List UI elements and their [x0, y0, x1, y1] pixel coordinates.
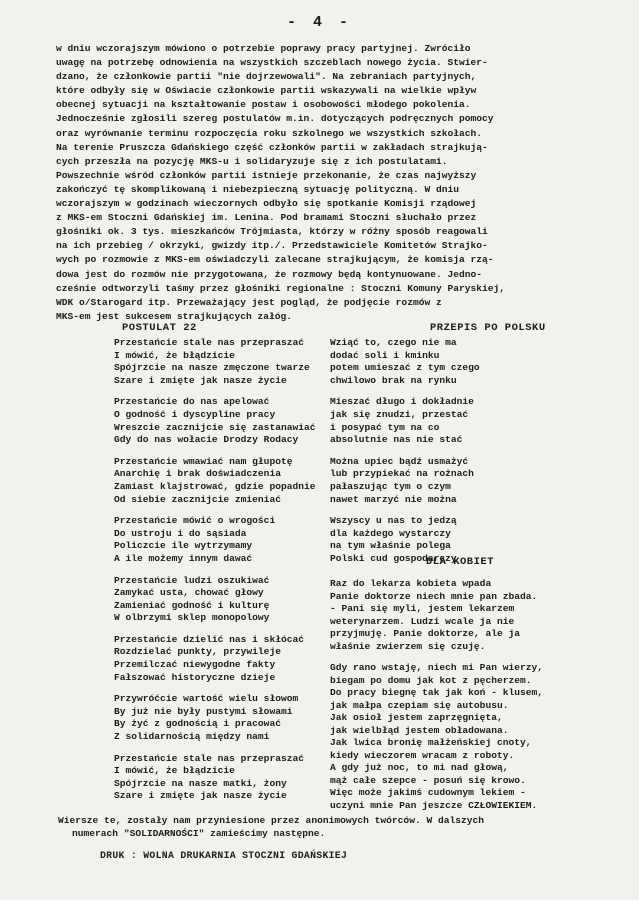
stanza: [330, 456, 630, 506]
verse-line: Panie doktorze niech mnie pan zbada.: [330, 590, 538, 602]
intro-line: w dniu wczorajszym mówiono o potrzebie poprawy pracy partyjnej. Zwróciło: [56, 43, 471, 54]
poem-przepis-po-polsku: [330, 322, 630, 575]
stanza: [330, 662, 630, 812]
verse-line: jak małpa czepiam się autobusu.: [330, 699, 509, 711]
verse-line: potem umieszać z tym czego: [330, 362, 480, 374]
verse-line: Szare i zmięte jak nasze życie: [114, 790, 287, 802]
verse-line: Spójrzcie na nasze zmęczone twarze: [114, 362, 310, 374]
intro-line: WDK o/Starogard itp. Przeważający jest pogląd, że podjęcie rozmów z: [56, 296, 442, 308]
stanza: [114, 456, 356, 506]
verse-line: chwilowo brak na rynku: [330, 374, 457, 386]
verse-line: I mówić, że błądzicie: [114, 765, 235, 777]
intro-line: oraz wyrównanie terminu rozpoczęcia roku szkolnego we wszystkich szkołach.: [56, 127, 483, 139]
verse-line: dodać soli i kminku: [330, 349, 440, 361]
verse-line: Przestańcie mówić o wrogości: [114, 515, 276, 527]
intro-line: MKS-em jest sukcesem strajkujących załóg.: [56, 310, 293, 322]
verse-line: Zamieniać godność i kulturę: [114, 599, 270, 611]
verse-line: Wreszcie zacznijcie się zastanawiać: [114, 421, 316, 433]
stanza: [114, 693, 356, 743]
verse-line: Przestańcie do nas apelować: [114, 396, 270, 408]
intro-line: zakończyć tę skomplikowaną i niebezpieczną sytuację polityczną. W dniu: [56, 183, 460, 195]
verse-line: absolutnie nas nie stać: [330, 434, 463, 446]
verse-line: O godność i dyscypline pracy: [114, 408, 276, 420]
verse-line: mąż całe szepce - posuń się krowo.: [330, 774, 526, 786]
verse-line: i posypać tym na co: [330, 421, 440, 433]
intro-line: cześnie odtworzyli taśmy przez głośniki regionalne : Stoczni Komuny Paryskiej,: [56, 282, 506, 294]
stanza: [330, 337, 630, 387]
verse-line: przyjmuję. Panie doktorze, ale ja: [330, 628, 520, 639]
verse-line: jak wielbłąd jestem obładowana.: [330, 724, 509, 736]
verse-line: kiedy wieczorem wracam z roboty.: [330, 749, 515, 761]
verse-line: Więc może jakimś cudownym lekiem -: [330, 787, 526, 798]
verse-line: A ile możemy innym dawać: [114, 552, 253, 564]
intro-line: wych po rozmowie z MKS-em oświadczyli zalecane strajkującym, że komisja rzą-: [56, 254, 494, 266]
verse-line: weterynarzem. Ludzi wcale ja nie: [330, 615, 515, 627]
verse-line: Przestańcie stale nas przepraszać: [114, 752, 304, 764]
verse-line: I mówić, że błądzicie: [114, 349, 235, 361]
intro-line: Jednocześnie zgłosili szereg postulatów m.in. dotyczących podręcznych pomocy: [56, 113, 494, 125]
verse-line: Przestańcie stale nas przepraszać: [114, 337, 304, 348]
intro-line: głośniki ok. 3 tys. mieszkańców Trójmiasta, którzy w różny sposób reagowali: [56, 226, 488, 238]
verse-line: Jak lwica bronię małżeńskiej cnoty,: [330, 737, 532, 748]
page-number: - 4 -: [286, 14, 352, 31]
verse-line: Jak osioł jestem zaprzęgnięta,: [330, 712, 503, 723]
poem-dla-kobiet: [330, 556, 630, 821]
verse-line: Anarchię i brak doświadczenia: [114, 468, 281, 480]
stanza: [330, 396, 630, 446]
stanza: [114, 753, 356, 803]
intro-line: na ich przebieg / okrzyki, gwizdy itp./. Przedstawiciele Komitetów Strajko-: [56, 240, 488, 252]
stanza: [114, 396, 356, 446]
verse-line: Do ustroju i do sąsiada: [114, 527, 247, 539]
verse-line: Szare i zmięte jak nasze życie: [114, 374, 287, 386]
verse-line: pałaszując tym o czym: [330, 480, 451, 492]
verse-line: dla każdego wystarczy: [330, 527, 451, 539]
verse-line: Wziąć to, czego nie ma: [330, 337, 457, 348]
verse-line: Można upiec bądź usmażyć: [330, 455, 469, 467]
verse-line: Fałszować historyczne dzieje: [114, 671, 276, 683]
verse-line: Przywróćcie wartość wielu słowom: [114, 693, 299, 705]
stanza: [114, 575, 356, 625]
verse-line: A gdy już noc, to mi nad głową,: [330, 762, 509, 773]
verse-line: W olbrzymi sklep monopolowy: [114, 612, 270, 624]
poem-title: POSTULAT 22: [122, 322, 197, 334]
verse-line: Zamykać usta, chować głowy: [114, 587, 264, 599]
footer-line: Wiersze te, zostały nam przyniesione przez anonimowych twórców. W dalszych: [58, 815, 485, 826]
verse-line: Wszyscy u nas to jedzą: [330, 515, 457, 527]
verse-line: Od siebie zacznijcie zmieniać: [114, 493, 281, 505]
verse-line: jak się znudzi, przestać: [330, 408, 469, 420]
stanza: [114, 515, 356, 565]
verse-line: biegam po domu jak kot z pęcherzem.: [330, 674, 532, 686]
stanza: [330, 578, 630, 653]
verse-line: Rozdzielać punkty, przywileje: [114, 646, 281, 658]
footer-line: numerach "SOLIDARNOŚCI" zamieścimy następne.: [72, 827, 326, 839]
verse-line: Do pracy biegnę tak jak koń - klusem,: [330, 687, 544, 698]
verse-line: nawet marzyć nie można: [330, 493, 457, 505]
poem-title: PRZEPIS PO POLSKU: [430, 322, 546, 334]
intro-line: cych przeszła na pozycję MKS-u i solidaryzuje się z ich postulatami.: [56, 155, 448, 167]
verse-line: właśnie zwierzem się czuję.: [330, 640, 486, 652]
poem-title: DLA KOBIET: [426, 556, 495, 568]
intro-line: obecnej sytuacji na kształtowanie postaw i osobowości młodego pokolenia.: [56, 99, 471, 111]
intro-line: Powszechnie wśród członków partii istnieje przekonanie, że czas najwyższy: [56, 169, 477, 181]
verse-line: Gdy do nas wołacie Drodzy Rodacy: [114, 434, 299, 446]
verse-line: na tym właśnie polega: [330, 540, 451, 552]
stanza: [114, 634, 356, 684]
verse-line: lub przypiekać na rożnach: [330, 468, 474, 480]
printer-imprint: DRUK : WOLNA DRUKARNIA STOCZNI GDAŃSKIEJ: [100, 850, 348, 861]
verse-line: By już nie były pustymi słowami: [114, 705, 293, 717]
verse-line: Przestańcie dzielić nas i skłócać: [114, 633, 304, 645]
verse-line: Przestańcie ludzi oszukiwać: [114, 574, 270, 586]
verse-line: Raz do lekarza kobieta wpada: [330, 578, 492, 589]
intro-line: dowa jest do rozmów nie przygotowana, że rozmowy będą kontynuowane. Jedno-: [56, 268, 483, 280]
intro-line: które odbyły się w Oświacie członkowie partii wskazywali na wielkie wpływ: [56, 85, 477, 97]
intro-line: dzano, że członkowie partii "nie dojrzewowali". Na zebraniach partyjnych,: [56, 71, 477, 83]
verse-line: By żyć z godnością i pracować: [114, 718, 281, 730]
verse-line: Przemilczać niewygodne fakty: [114, 659, 276, 671]
intro-line: wczorajszym w godzinach wieczornych odbyło się spotkanie Komisji rządowej: [56, 198, 477, 210]
verse-line: Gdy rano wstaję, niech mi Pan wierzy,: [330, 662, 544, 673]
verse-line: Mieszać długo i dokładnie: [330, 396, 474, 408]
verse-line: Zamiast klajstrować, gdzie popadnie: [114, 480, 316, 492]
verse-line: Z solidarnością między nami: [114, 731, 270, 743]
intro-paragraph: [56, 42, 636, 324]
verse-line: - Pani się myli, jestem lekarzem: [330, 603, 515, 614]
stanza: [114, 337, 356, 387]
intro-line: uwagę na potrzebę odnowienia na wszystkich szczeblach nowego życia. Stwier-: [56, 57, 488, 69]
verse-line: Policzcie ile wytrzymamy: [114, 540, 253, 552]
intro-line: z MKS-em Stoczni Gdańskiej im. Lenina. Pod bramami Stoczni słuchało przez: [56, 212, 477, 224]
verse-line: Polski cud gospodarczy: [330, 552, 457, 564]
intro-line: Na terenie Pruszcza Gdańskiego część członków partii w zakładach strajkują-: [56, 141, 488, 153]
poem-postulat-22: [116, 322, 356, 812]
verse-line: Spójrzcie na nasze matki, żony: [114, 777, 287, 789]
footer-note: [58, 815, 628, 840]
verse-line: Przestańcie wmawiać nam głupotę: [114, 455, 293, 467]
verse-line: uczyni mnie Pan jeszcze CZŁOWIEKIEM.: [330, 799, 538, 811]
